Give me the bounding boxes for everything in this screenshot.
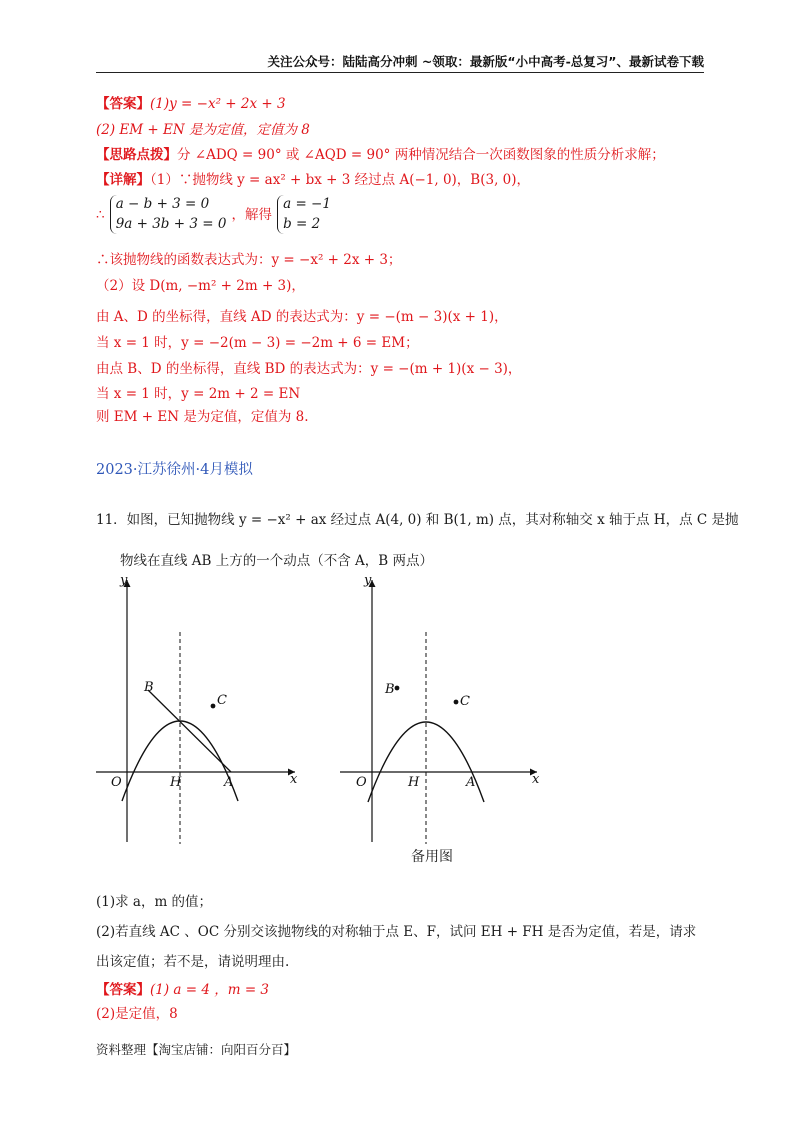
detail-line1	[96, 168, 530, 188]
label-y-1: y	[120, 573, 128, 588]
label-a-2: A	[466, 775, 476, 790]
figure-spare	[340, 573, 540, 844]
expr-line: ∴该抛物线的函数表达式为：y = −x² + 2x + 3；	[96, 252, 402, 268]
label-x-1: x	[290, 772, 298, 787]
line-en: 当 x = 1 时，y = 2m + 2 = EN	[96, 386, 301, 402]
header-divider	[96, 72, 704, 73]
detail-tag: 【详解】	[96, 172, 150, 188]
question-2b: 出该定值；若不是，请说明理由.	[96, 954, 290, 970]
page-header: 关注公众号：陆陆高分冲刺 ~领取：最新版“小中高考-总复习”、最新试卷下载	[267, 54, 704, 69]
answer1-text: (1)y = −x² + 2x + 3	[150, 96, 286, 112]
prev-answer-line1	[96, 92, 286, 112]
answer-a1: (1) a = 4 ，m = 3	[150, 982, 270, 998]
equation-system-2	[277, 195, 331, 234]
detail-text: （1）∵抛物线 y = ax² + bx + 3 经过点 A(−1, 0)，B(3, 0)，	[150, 172, 531, 188]
problem-line1: 11．如图，已知抛物线 y = −x² + ax 经过点 A(4, 0) 和 B(1, m) 点，其对称轴交 x 轴于点 H，点 C 是抛	[96, 512, 739, 528]
label-o-1: O	[111, 775, 122, 790]
hint-line	[96, 143, 665, 163]
eq1b: 9a + 3b + 3 = 0	[115, 215, 227, 232]
label-x-2: x	[532, 772, 540, 787]
label-c-1: C	[217, 693, 227, 708]
label-y-2: y	[364, 573, 372, 588]
answer-tag-2: 【答案】	[96, 982, 150, 998]
set-d-line: （2）设 D(m, −m² + 2m + 3)，	[96, 278, 305, 294]
line-ad: 由 A、D 的坐标得，直线 AD 的表达式为：y = −(m − 3)(x + 1)，	[96, 309, 508, 325]
point-c-2	[454, 700, 459, 705]
section-title: 2023·江苏徐州·4月模拟	[96, 462, 253, 478]
page-footer: 资料整理【淘宝店铺：向阳百分百】	[96, 1042, 297, 1057]
prev-answer-line2: (2) EM + EN 是为定值，定值为 8	[96, 122, 310, 138]
line-em: 当 x = 1 时，y = −2(m − 3) = −2m + 6 = EM；	[96, 335, 419, 351]
figure-main	[96, 573, 298, 844]
solve-word: ，解得	[231, 207, 273, 224]
eq2b: b = 2	[283, 215, 321, 232]
point-b-2	[395, 686, 400, 691]
figures-svg	[90, 570, 710, 870]
therefore-symbol: ∴	[96, 207, 105, 224]
answer-tag: 【答案】	[96, 96, 150, 112]
label-c-2: C	[460, 694, 470, 709]
conclusion-line: 则 EM + EN 是为定值，定值为 8.	[96, 409, 309, 425]
line-bd: 由点 B、D 的坐标得，直线 BD 的表达式为：y = −(m + 1)(x − 3)，	[96, 361, 522, 377]
point-c-1	[211, 704, 216, 709]
eq2a: a = −1	[283, 196, 331, 212]
answer-line2: (2)是定值，8	[96, 1006, 178, 1022]
system-equations-row	[96, 195, 331, 234]
question-2a: (2)若直线 AC 、OC 分别交该抛物线的对称轴于点 E、F，试问 EH + FH 是否为定值，若是，请求	[96, 924, 697, 940]
label-b-2: B	[385, 682, 395, 697]
eq1a: a − b + 3 = 0	[115, 196, 210, 212]
answer-line1	[96, 978, 269, 998]
label-a-1: A	[224, 775, 234, 790]
hint-text: 分 ∠ADQ = 90° 或 ∠AQD = 90° 两种情况结合一次函数图象的性质分析求解；	[177, 147, 665, 163]
spare-figure-caption: 备用图	[411, 849, 453, 865]
label-b-1: B	[144, 680, 154, 695]
label-h-1: H	[170, 775, 182, 790]
equation-system-1	[110, 195, 227, 234]
question-1: (1)求 a，m 的值；	[96, 894, 213, 910]
label-h-2: H	[408, 775, 420, 790]
hint-tag: 【思路点拨】	[96, 147, 177, 163]
problem-line2: 物线在直线 AB 上方的一个动点（不含 A，B 两点）	[120, 553, 434, 569]
label-o-2: O	[356, 775, 367, 790]
